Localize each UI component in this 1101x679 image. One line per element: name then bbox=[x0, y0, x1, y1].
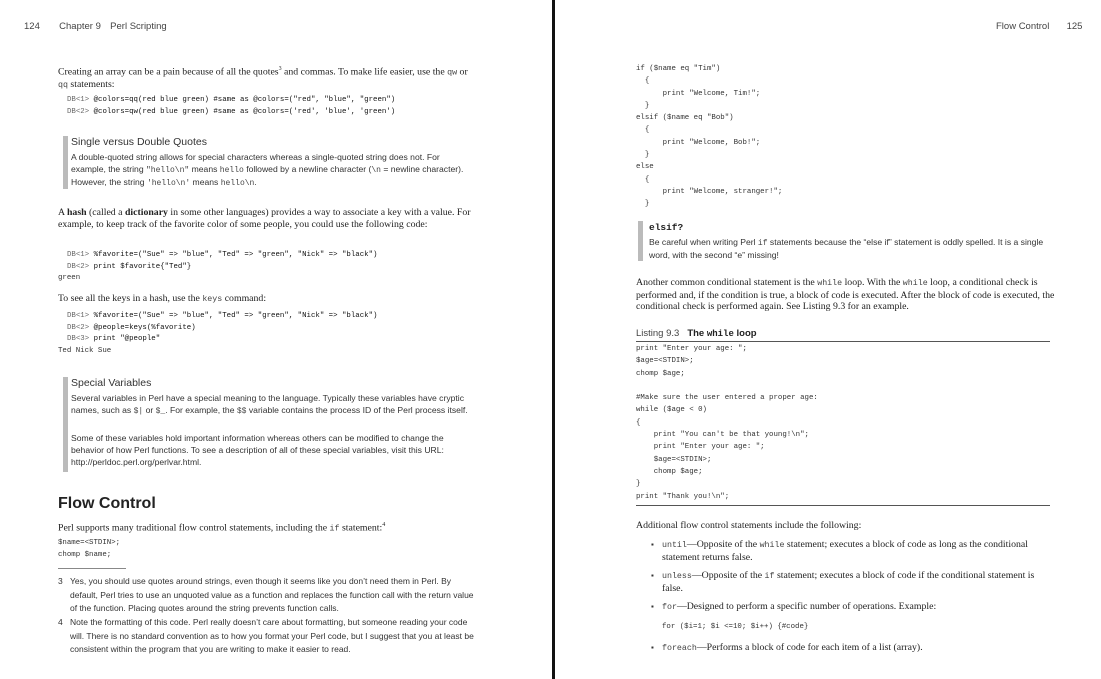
chapter-label: Chapter 9 bbox=[59, 21, 101, 32]
sidebar-special-variables bbox=[63, 377, 478, 472]
sidebar-text-2: statements because the “else if” statement is oddly spelled. It is a single word, with the second “e” missing! bbox=[649, 237, 1044, 260]
db-command: %favorite=("Sue" => "blue", "Ted" => "green", "Nick" => "black") bbox=[93, 312, 378, 320]
footnote-number: 3 bbox=[58, 576, 63, 586]
db-command: @people=keys(%favorite) bbox=[93, 323, 196, 332]
inline-code: $$ bbox=[236, 406, 247, 416]
inline-code: hello\n bbox=[220, 178, 255, 188]
code-block-if: if ($name eq "Tim") { print "Welcome, Tim!"; } elsif ($name eq "Bob") { print "Welcome, Bob!"; } else { print "Welcome, stranger!"; } bbox=[636, 65, 783, 209]
listing-label: Listing 9.3 bbox=[636, 328, 680, 339]
db-output: Ted Nick Sue bbox=[58, 346, 112, 355]
intro-text-2: and commas. To make life easier, use the bbox=[281, 66, 448, 78]
term-dictionary: dictionary bbox=[124, 207, 168, 218]
sidebar-text bbox=[649, 237, 1054, 262]
list-item-until bbox=[636, 539, 1056, 563]
page-number-left: 124 bbox=[24, 21, 40, 32]
flow-paragraph bbox=[58, 520, 488, 535]
db-prompt: DB<1> bbox=[67, 251, 94, 259]
sidebar-text-3: followed by a newline character ( bbox=[243, 163, 372, 174]
code-output bbox=[58, 273, 538, 285]
inline-code: $| bbox=[133, 406, 144, 416]
sidebar-title-code: elsif? bbox=[649, 222, 684, 233]
list-item-foreach bbox=[636, 642, 1056, 655]
db-command: print "@people" bbox=[93, 335, 161, 344]
intro-paragraph bbox=[58, 64, 473, 91]
sidebar-text-1: Be careful when writing Perl bbox=[649, 237, 758, 247]
db-command: @colors=qq(red blue green) #same as @colors=("red", "blue", "green") bbox=[93, 96, 396, 104]
db-prompt: DB<2> bbox=[67, 262, 94, 271]
inline-code: $_ bbox=[155, 406, 166, 416]
listing-title-1: The bbox=[687, 328, 707, 339]
code-block-keys bbox=[58, 311, 538, 357]
intro-text-1: Creating an array can be a pain because of all the quotes bbox=[58, 66, 279, 78]
sidebar-elsif bbox=[638, 221, 1058, 261]
db-command: @colors=qw(red blue green) #same as @colors=('red', 'blue', 'green') bbox=[93, 107, 396, 116]
footnote-number: 4 bbox=[58, 617, 63, 627]
listing-title-code: while bbox=[706, 329, 734, 339]
keyword: unless bbox=[662, 572, 692, 582]
sidebar-text bbox=[71, 152, 476, 189]
code-block-stdin bbox=[58, 538, 120, 561]
db-prompt: DB<1> bbox=[67, 96, 94, 104]
listing-top-rule bbox=[636, 341, 1050, 342]
footnote-3 bbox=[58, 575, 476, 614]
hash-paragraph bbox=[58, 207, 473, 230]
inline-code-keys: keys bbox=[202, 295, 223, 304]
inline-code-if: if bbox=[329, 524, 340, 534]
keyword: until bbox=[662, 541, 687, 550]
term-hash: hash bbox=[66, 207, 87, 218]
section-heading: Flow Control bbox=[58, 495, 156, 512]
db-output: green bbox=[58, 274, 81, 283]
sidebar-bar bbox=[638, 221, 643, 261]
code-block-arrays bbox=[67, 95, 537, 118]
inline-code: "hello\n" bbox=[146, 165, 190, 175]
running-head-title: Flow Control bbox=[996, 21, 1050, 32]
code-block-hash bbox=[58, 250, 538, 285]
listing-title bbox=[687, 328, 756, 339]
list-item-unless bbox=[636, 570, 1056, 594]
page-number-right: 125 bbox=[1066, 21, 1083, 32]
right-page bbox=[556, 0, 1101, 679]
sidebar-title: Special Variables bbox=[71, 377, 152, 389]
sidebar-title: Single versus Double Quotes bbox=[71, 136, 207, 148]
while-paragraph bbox=[636, 277, 1056, 313]
db-prompt: DB<2> bbox=[67, 107, 94, 116]
while-text-3: loop, a conditional check is performed and, if the condition is true, a block of code is executed. After the block of code is executed, the conditional check is performed again. See Listing 9.3 for an example. bbox=[636, 277, 1055, 313]
list-item-for bbox=[636, 601, 1056, 614]
db-prompt: DB<1> bbox=[67, 312, 94, 320]
sidebar-text-6: . bbox=[254, 176, 257, 187]
additional-paragraph: Additional flow control statements include the following: bbox=[636, 520, 862, 531]
inline-code-qq: qq bbox=[58, 80, 68, 90]
listing-bottom-rule bbox=[636, 505, 1050, 506]
keys-paragraph bbox=[58, 293, 473, 306]
code-listing-while: print "Enter your age: "; $age=<STDIN>; chomp $age; #Make sure the user entered a proper age: while ($age < 0) { print "You can't be that young!\n"; print "Enter your age: "; $age=<STDIN>; chomp $age; } print "Thank you!\n"; bbox=[636, 345, 818, 501]
code-line bbox=[58, 334, 538, 346]
code-line bbox=[67, 107, 537, 119]
intro-text-4: statements: bbox=[67, 78, 115, 90]
sidebar-text bbox=[71, 393, 476, 418]
item-text: —Opposite of the bbox=[686, 539, 760, 550]
flow-text-2: statement: bbox=[339, 522, 383, 534]
keyword: foreach bbox=[662, 643, 697, 653]
sidebar-text-5: means bbox=[190, 176, 221, 187]
item-text: —Opposite of the bbox=[691, 570, 765, 582]
code-line: chomp $name; bbox=[58, 550, 112, 559]
code-line bbox=[58, 323, 538, 335]
db-command: print $favorite{"Ted"} bbox=[93, 262, 192, 271]
sidebar-bar bbox=[63, 136, 68, 189]
sidebar-text-3: . For example, the bbox=[165, 404, 237, 415]
listing-title-2: loop bbox=[733, 328, 757, 339]
hash-text-2: (called a bbox=[86, 207, 125, 218]
intro-text-3: or bbox=[457, 66, 468, 78]
running-head-right bbox=[996, 21, 1082, 32]
sidebar-title bbox=[649, 221, 683, 233]
inline-code: while bbox=[759, 541, 785, 550]
item-text: —Performs a block of code for each item of a list (array). bbox=[696, 641, 923, 653]
code-output bbox=[58, 346, 538, 358]
item-text: —Designed to perform a specific number of operations. Example: bbox=[676, 601, 937, 613]
footnote-ref-3: 3 bbox=[278, 66, 282, 72]
footnote-rule bbox=[58, 568, 126, 569]
item-text-2: statement; executes a block of code if the conditional statement is false. bbox=[662, 570, 1035, 594]
sidebar-text-2: means bbox=[189, 163, 220, 174]
code-line bbox=[67, 95, 537, 107]
sidebar-quotes bbox=[63, 136, 478, 189]
keys-text-1: To see all the keys in a hash, use the bbox=[58, 293, 203, 304]
code-line: $name=<STDIN>; bbox=[58, 539, 121, 547]
code-line bbox=[58, 262, 538, 274]
sidebar-text-1: A double-quoted string allows for special characters whereas a single-quoted string does not. For example, the string bbox=[71, 152, 440, 174]
inline-code-qw: qw bbox=[447, 68, 458, 78]
inline-code: 'hello\n' bbox=[146, 178, 191, 188]
footnote-4 bbox=[58, 616, 476, 657]
footnote-text: Note the formatting of this code. Perl really doesn’t care about formatting, but someone reading your code will. There is no standard convention as to how you format your Perl code, but I suggest that you at least be consistent within the program that you are writing to make it easier to read. bbox=[70, 617, 474, 655]
listing-caption bbox=[636, 328, 757, 339]
sidebar-bar bbox=[63, 377, 68, 472]
page-gutter bbox=[552, 0, 555, 679]
sidebar-text-1: Several variables in Perl have a special meaning to the language. Typically these variables have cryptic names, such as bbox=[71, 393, 464, 415]
sidebar-text-4: variable contains the process ID of the Perl process itself. bbox=[246, 404, 468, 415]
item-text-2: statement; executes a block of code as long as the conditional statement returns false. bbox=[662, 539, 1028, 563]
keys-text-2: command: bbox=[222, 293, 267, 304]
flow-text-1: Perl supports many traditional flow control statements, including the bbox=[58, 522, 330, 534]
footnote-ref-4: 4 bbox=[382, 522, 386, 528]
inline-code: while bbox=[902, 279, 928, 288]
hash-text-1: A bbox=[58, 207, 67, 218]
code-line bbox=[58, 250, 538, 262]
inline-code: if bbox=[757, 239, 768, 248]
flow-statement-list bbox=[636, 539, 1056, 661]
db-command: %favorite=("Sue" => "blue", "Ted" => "green", "Nick" => "black") bbox=[93, 251, 378, 259]
sidebar-text-4: = newline character). However, the string bbox=[71, 163, 464, 187]
db-prompt: DB<2> bbox=[67, 323, 94, 332]
inline-code: while bbox=[817, 279, 843, 288]
keyword: for bbox=[662, 603, 677, 613]
chapter-title: Perl Scripting bbox=[110, 21, 167, 32]
while-text-2: loop. With the bbox=[842, 277, 903, 288]
inline-code: \n bbox=[371, 165, 381, 175]
while-text-1: Another common conditional statement is the bbox=[636, 277, 818, 288]
for-example-code: for ($i=1; $i <=10; $i++) {#code} bbox=[662, 622, 809, 631]
db-prompt: DB<3> bbox=[67, 335, 94, 344]
sidebar-text-2: or bbox=[143, 404, 156, 415]
running-head-left bbox=[24, 21, 167, 32]
footnote-text: Yes, you should use quotes around strings, even though it seems like you don’t need them in Perl. By default, Perl tries to use an unquoted value as a function and replaces the function call with the return value of the function. Placing quotes around the string prevents function calls. bbox=[70, 576, 474, 614]
code-line bbox=[58, 311, 538, 323]
inline-code: if bbox=[764, 572, 775, 582]
inline-code: hello bbox=[219, 165, 244, 175]
sidebar-text-paragraph-2: Some of these variables hold important information whereas others can be modified to change the behavior of how Perl functions. To see a description of all of these special variables, visit this URL: http://perldoc.perl.org/perlvar.html. bbox=[71, 433, 444, 467]
hash-text-3: in some other languages) provides a way to associate a key with a value. For example, to keep track of the favorite color of some people, you could use the following code: bbox=[58, 207, 471, 230]
